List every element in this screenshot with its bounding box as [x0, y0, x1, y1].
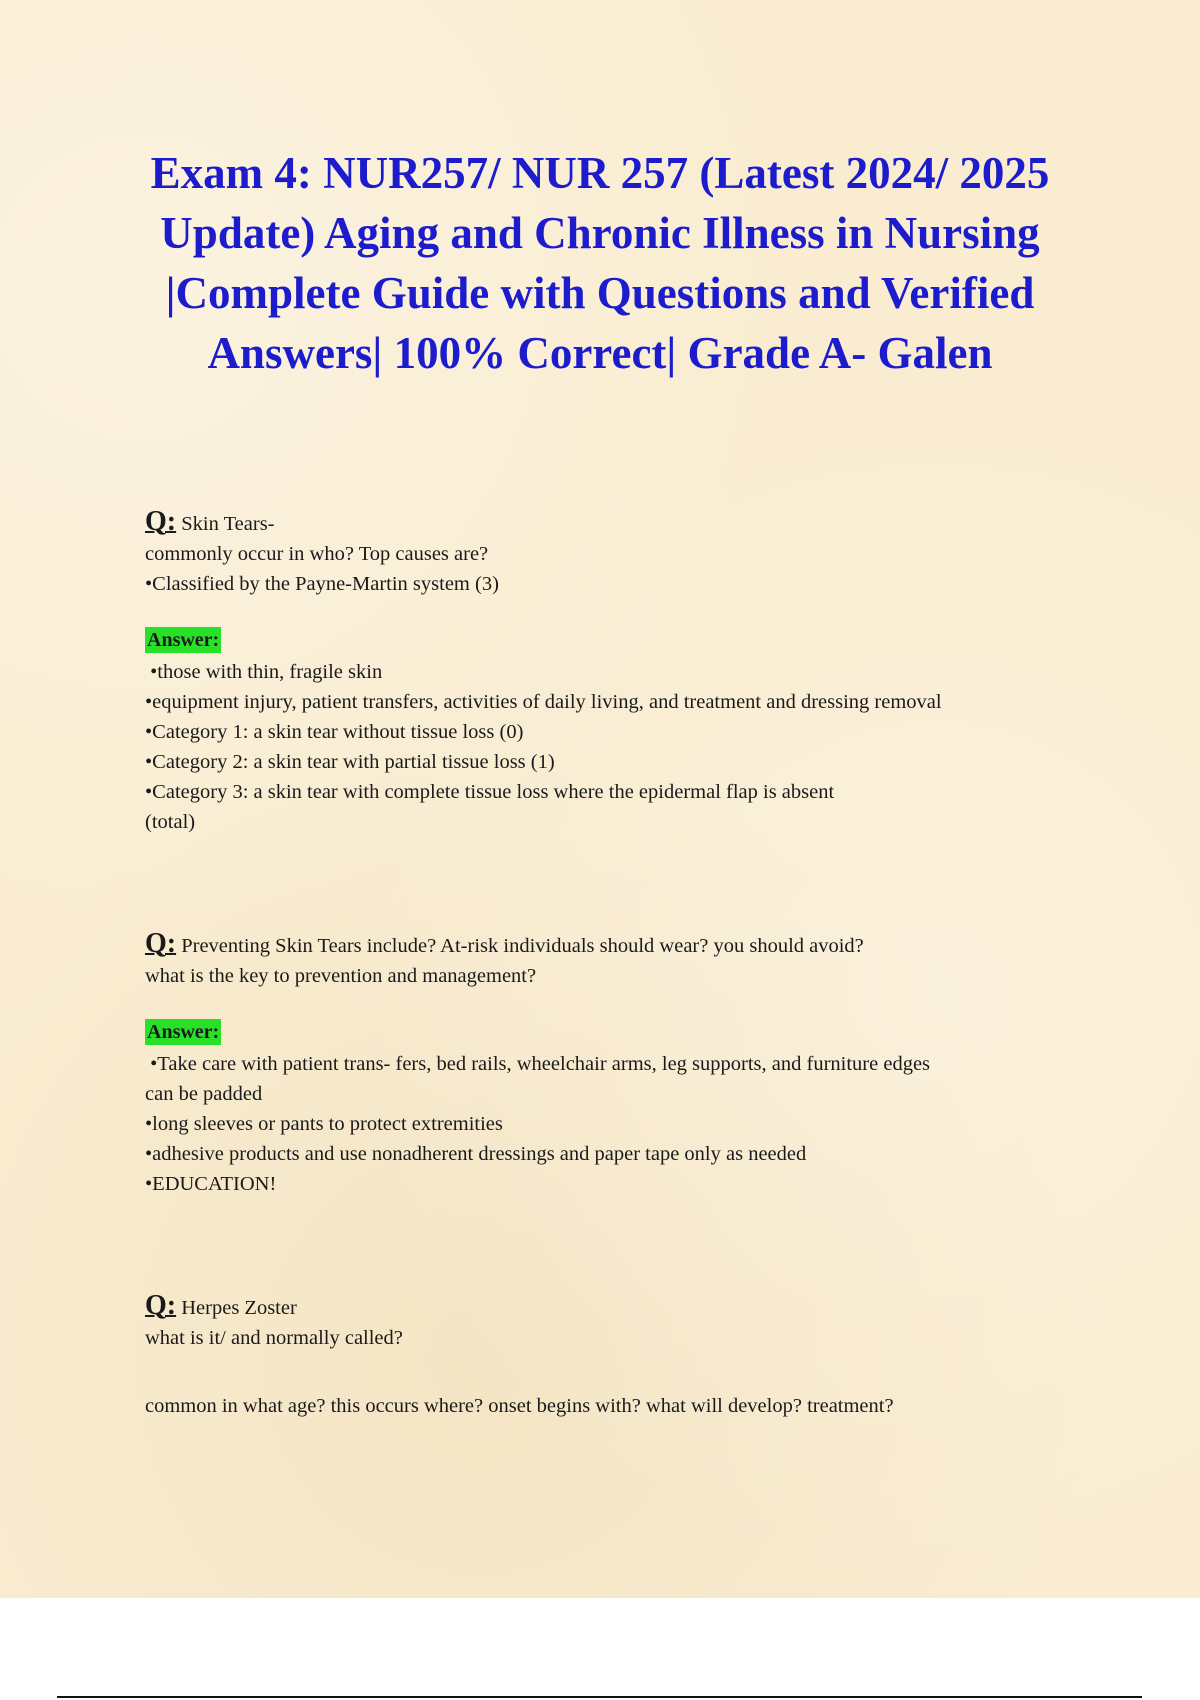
question-detail: what is the key to prevention and management? [145, 965, 537, 987]
answer-line: •those with thin, fragile skin [145, 661, 383, 683]
question-detail: commonly occur in who? Top causes are? [145, 543, 489, 565]
spacer [145, 599, 1105, 625]
answer-line: •Take care with patient trans- fers, bed rails, wheelchair arms, leg supports, and furniture edges [145, 1053, 931, 1075]
answer-line: •Category 2: a skin tear with partial tissue loss (1) [145, 751, 555, 773]
question-label: Q: [145, 1290, 177, 1321]
answer-line: can be padded [145, 1083, 263, 1105]
question-line [145, 929, 1105, 961]
answer-line: •Category 1: a skin tear without tissue loss (0) [145, 721, 524, 743]
answer-line: •equipment injury, patient transfers, activities of daily living, and treatment and dressing removal [145, 691, 942, 713]
qa-block-skin-tears [145, 507, 1105, 837]
answer-line: •Category 3: a skin tear with complete tissue loss where the epidermal flap is absent [145, 781, 835, 803]
answer-line: •long sleeves or pants to protect extremities [145, 1113, 503, 1135]
spacer [145, 991, 1105, 1017]
question-label: Q: [145, 928, 177, 959]
question-line [145, 507, 1105, 539]
answer-label: Answer: [147, 629, 220, 651]
question-prompt: Skin Tears- [176, 513, 275, 535]
question-detail: what is it/ and normally called? [145, 1327, 403, 1349]
document-title: Exam 4: NUR257/ NUR 257 (Latest 2024/ 2025 Update) Aging and Chronic Illness in Nursing |Complete Guide with Questions and Verified Answers| 100% Correct| Grade A- Galen [150, 148, 1050, 378]
question-detail: common in what age? this occurs where? onset begins with? what will develop? treatment? [145, 1395, 894, 1417]
question-line [145, 1291, 1105, 1323]
answer-label: Answer: [147, 1021, 220, 1043]
question-detail-blank [145, 1353, 1105, 1391]
footer-divider [57, 1696, 1142, 1698]
qa-block-herpes-zoster [145, 1291, 1105, 1421]
question-prompt: Preventing Skin Tears include? At-risk individuals should wear? you should avoid? [176, 935, 864, 957]
qa-block-preventing-skin-tears [145, 929, 1105, 1199]
question-detail: •Classified by the Payne-Martin system (3) [145, 573, 499, 595]
question-label: Q: [145, 506, 177, 537]
answer-line: •adhesive products and use nonadherent dressings and paper tape only as needed [145, 1143, 807, 1165]
answer-line: •EDUCATION! [145, 1173, 277, 1195]
question-prompt: Herpes Zoster [176, 1297, 297, 1319]
answer-line: (total) [145, 811, 196, 833]
